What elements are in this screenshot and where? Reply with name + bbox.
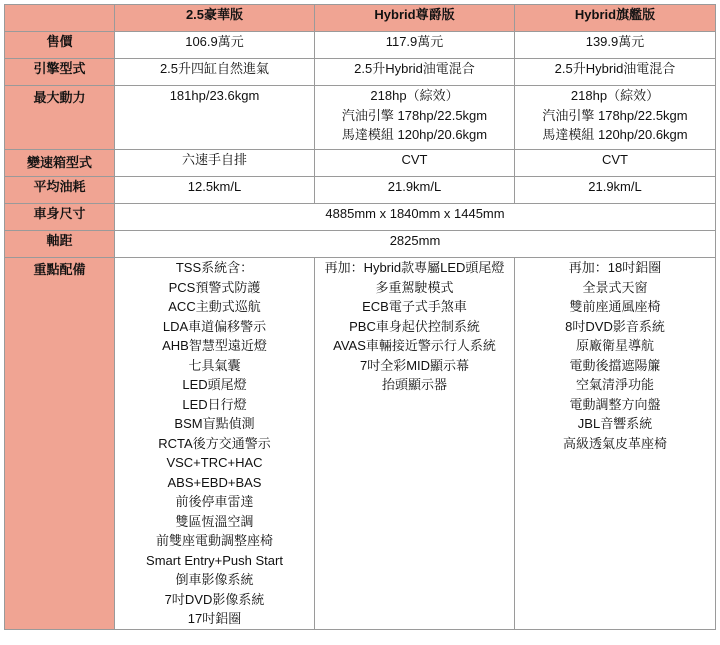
- row-label: 車身尺寸: [5, 204, 115, 231]
- cell-line: 全景式天窗: [582, 279, 648, 295]
- cell-line: 7吋DVD影像系統: [164, 591, 265, 607]
- cell-multiline: [115, 258, 315, 630]
- cell-multiline: [515, 258, 716, 630]
- header-trim-3: Hybrid旗艦版: [515, 5, 716, 32]
- cell-value: 12.5km/L: [115, 177, 315, 204]
- cell-line: 218hp（綜效）: [370, 88, 459, 103]
- cell-line: 馬達模組 120hp/20.6kgm: [341, 127, 488, 142]
- row-key-equipment: [5, 258, 716, 630]
- cell-value: 2.5升Hybrid油電混合: [315, 59, 515, 86]
- cell-line: LED頭尾燈: [182, 377, 247, 392]
- cell-line: ECB電子式手煞車: [362, 299, 467, 314]
- row-label: 引擎型式: [5, 59, 115, 86]
- cell-line: 電動調整方向盤: [569, 396, 661, 412]
- cell-line: TSS系統含：: [175, 260, 254, 275]
- cell-value: 2.5升Hybrid油電混合: [515, 59, 716, 86]
- cell-line: 雙區恆溫空調: [175, 513, 254, 529]
- cell-value: 六速手自排: [115, 150, 315, 177]
- cell-value: 21.9km/L: [515, 177, 716, 204]
- cell-line: 空氣清淨功能: [575, 377, 654, 392]
- cell-multiline: [315, 86, 515, 150]
- row-price: [5, 32, 716, 59]
- cell-line: 再加：18吋鋁圈: [568, 260, 662, 275]
- cell-value: 2.5升四缸自然進氣: [115, 59, 315, 86]
- cell-value: 139.9萬元: [515, 32, 716, 59]
- cell-line: 218hp（綜效）: [570, 88, 660, 103]
- row-label: 軸距: [5, 231, 115, 258]
- row-label: 平均油耗: [5, 177, 115, 204]
- cell-value: CVT: [515, 150, 716, 177]
- cell-line: 8吋DVD影音系統: [565, 318, 665, 334]
- cell-line: ABS+EBD+BAS: [167, 474, 262, 490]
- cell-value: 117.9萬元: [315, 32, 515, 59]
- spec-comparison-table: [4, 4, 716, 630]
- cell-merged: 2825mm: [115, 231, 716, 258]
- cell-line: 汽油引擎 178hp/22.5kgm: [542, 107, 688, 123]
- cell-line: 前雙座電動調整座椅: [155, 533, 273, 548]
- cell-merged: 4885mm x 1840mm x 1445mm: [115, 204, 716, 231]
- cell-value: 106.9萬元: [115, 32, 315, 59]
- cell-multiline: [515, 86, 716, 150]
- cell-line: 雙前座通風座椅: [569, 299, 661, 314]
- row-transmission: [5, 150, 716, 177]
- cell-line: 17吋鋁圈: [187, 611, 242, 626]
- row-label: 重點配備: [5, 258, 115, 630]
- header-row: [5, 5, 716, 32]
- cell-value: CVT: [315, 150, 515, 177]
- cell-line: 高級透氣皮革座椅: [562, 435, 667, 451]
- cell-line: PCS預警式防護: [168, 279, 261, 295]
- cell-line: 電動後擋遮陽簾: [569, 357, 661, 373]
- header-trim-2: Hybrid尊爵版: [315, 5, 515, 32]
- row-fuel-economy: [5, 177, 716, 204]
- cell-line: 抬頭顯示器: [381, 377, 447, 392]
- cell-line: LED日行燈: [182, 396, 247, 412]
- cell-line: 再加：Hybrid款專屬LED頭尾燈: [324, 260, 505, 275]
- cell-line: LDA車道偏移警示: [162, 318, 267, 334]
- cell-line: 七具氣囊: [188, 357, 241, 373]
- cell-line: 馬達模組 120hp/20.6kgm: [542, 127, 688, 142]
- header-corner: [5, 5, 115, 32]
- header-trim-1: 2.5豪華版: [115, 5, 315, 32]
- cell-line: AHB智慧型遠近燈: [162, 338, 267, 353]
- cell-line: JBL音響系統: [577, 416, 653, 431]
- cell-line: 前後停車雷達: [175, 494, 254, 509]
- cell-line: BSM盲點偵測: [174, 416, 255, 431]
- cell-line: ACC主動式巡航: [168, 299, 261, 314]
- row-wheelbase: [5, 231, 716, 258]
- row-dimensions: [5, 204, 716, 231]
- cell-line: AVAS車輛接近警示行人系統: [333, 338, 496, 353]
- cell-value: 21.9km/L: [315, 177, 515, 204]
- cell-line: RCTA後方交通警示: [158, 435, 271, 451]
- row-label: 售價: [5, 32, 115, 59]
- cell-line: 多重駕駛模式: [375, 279, 454, 295]
- cell-line: 汽油引擎 178hp/22.5kgm: [341, 107, 488, 123]
- cell-multiline: [115, 86, 315, 150]
- row-label: 變速箱型式: [5, 150, 115, 177]
- cell-multiline: [315, 258, 515, 630]
- row-label: 最大動力: [5, 86, 115, 150]
- cell-line: Smart Entry+Push Start: [146, 552, 283, 568]
- row-max-power: [5, 86, 716, 150]
- cell-line: 181hp/23.6kgm: [169, 88, 260, 103]
- cell-line: 7吋全彩MID顯示幕: [359, 357, 470, 373]
- cell-line: PBC車身起伏控制系統: [349, 318, 480, 334]
- cell-line: 原廠衛星導航: [575, 338, 654, 353]
- cell-line: 倒車影像系統: [175, 572, 254, 587]
- cell-line: VSC+TRC+HAC: [166, 455, 263, 470]
- row-engine: [5, 59, 716, 86]
